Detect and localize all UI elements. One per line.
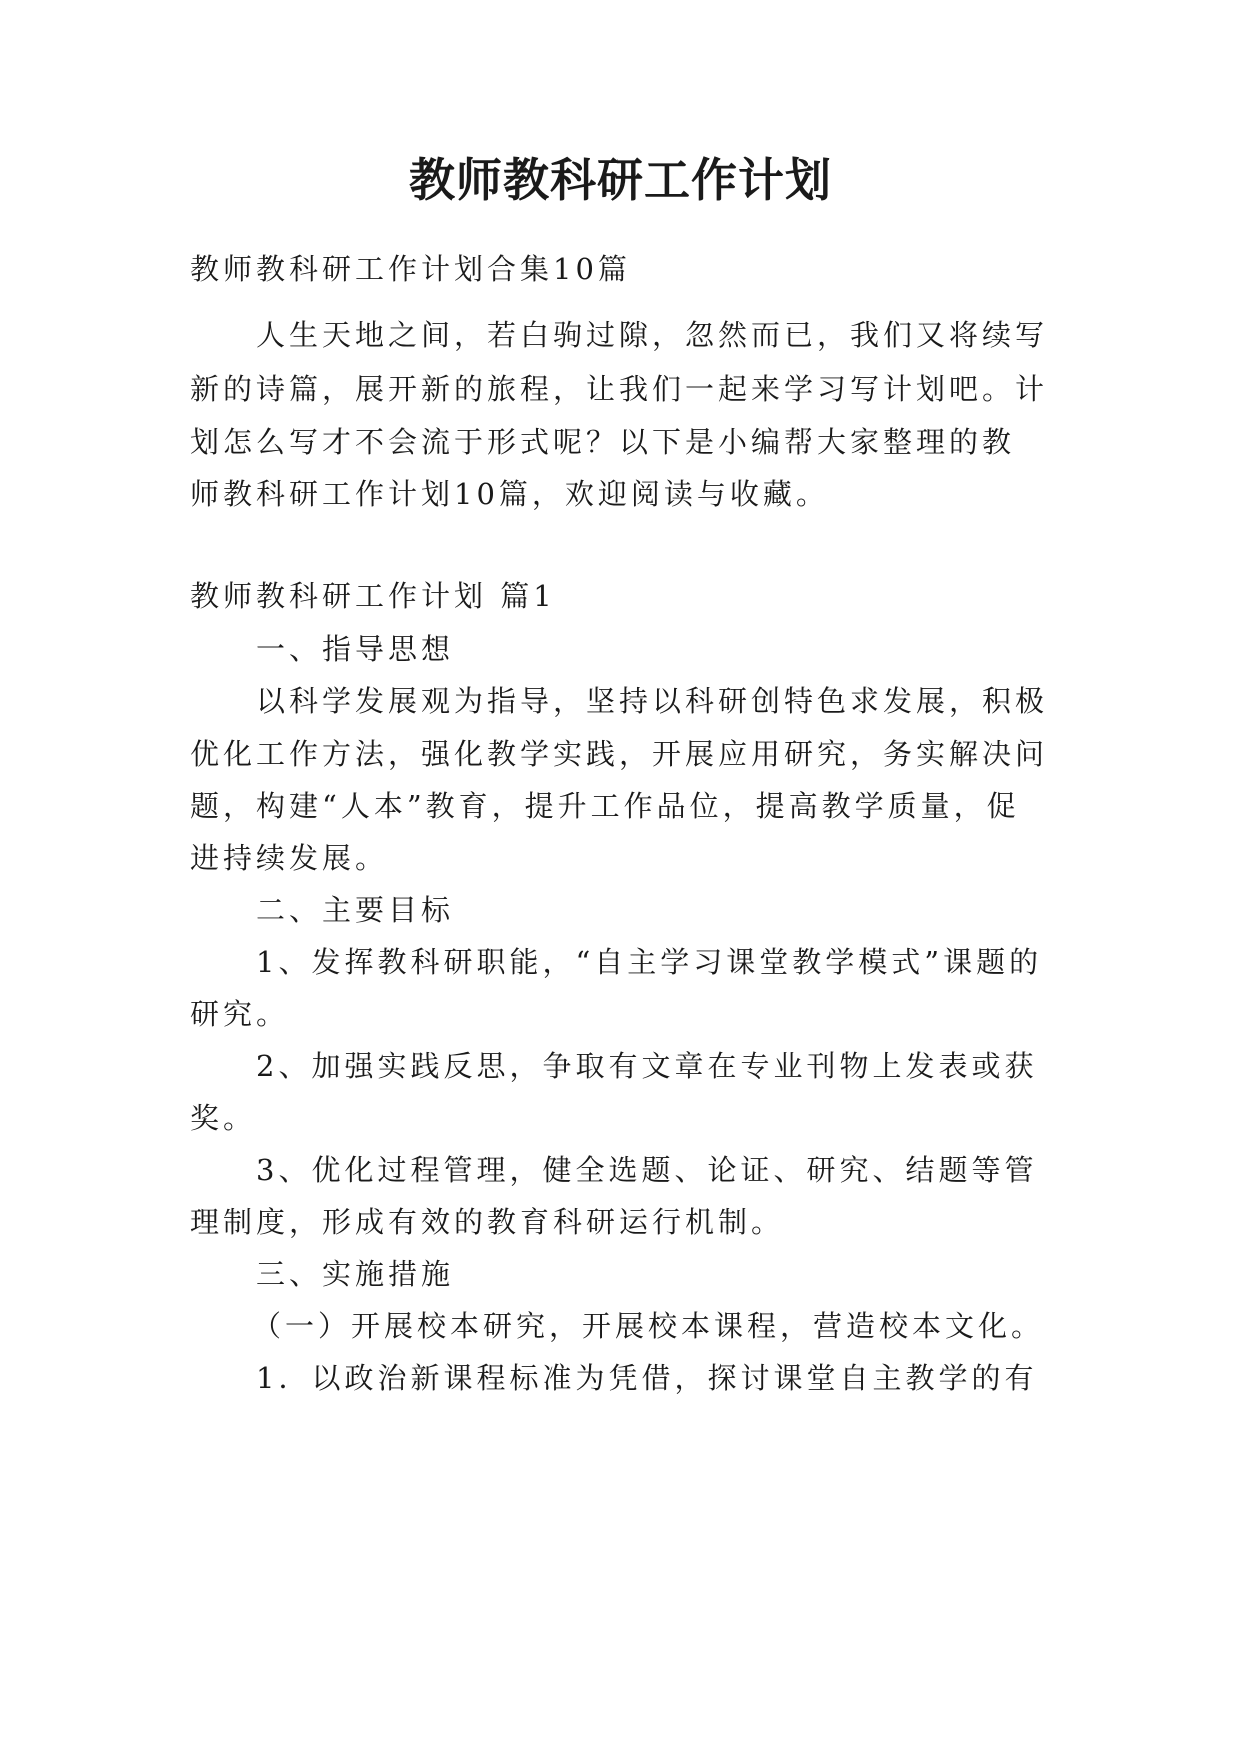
paragraph-line: 优化工作方法，强化教学实践，开展应用研究，务实解决问 <box>190 737 1049 771</box>
goal-line: 奖。 <box>190 1101 257 1135</box>
intro-line: 人生天地之间，若白驹过隙，忽然而已，我们又将续写 <box>256 318 1049 352</box>
heading-guiding-ideology: 一、指导思想 <box>256 632 455 666</box>
intro-line: 师教科研工作计划10篇，欢迎阅读与收藏。 <box>190 477 829 511</box>
goal-line: 1、发挥教科研职能，“自主学习课堂教学模式”课题的 <box>256 945 1043 979</box>
goal-line: 3、优化过程管理，健全选题、论证、研究、结题等管 <box>256 1153 1038 1187</box>
paragraph-line: 进持续发展。 <box>190 841 389 875</box>
heading-main-goals: 二、主要目标 <box>256 893 455 927</box>
goal-line: 研究。 <box>190 997 290 1031</box>
measure-heading: （一）开展校本研究，开展校本课程，营造校本文化。 <box>252 1309 1045 1343</box>
goal-line: 2、加强实践反思，争取有文章在专业刊物上发表或获 <box>256 1049 1038 1083</box>
document-title: 教师教科研工作计划 <box>409 153 832 207</box>
paragraph-line: 题，构建“人本”教育，提升工作品位，提高教学质量，促 <box>190 789 1020 823</box>
collection-subtitle: 教师教科研工作计划合集10篇 <box>190 252 631 286</box>
paragraph-line: 以科学发展观为指导，坚持以科研创特色求发展，积极 <box>256 684 1049 718</box>
intro-line: 划怎么写才不会流于形式呢？以下是小编帮大家整理的教 <box>190 425 1016 459</box>
measure-item: 1．以政治新课程标准为凭借，探讨课堂自主教学的有 <box>256 1361 1038 1395</box>
section-heading: 教师教科研工作计划 篇1 <box>190 579 556 613</box>
goal-line: 理制度，形成有效的教育科研运行机制。 <box>190 1205 785 1239</box>
intro-line: 新的诗篇，展开新的旅程，让我们一起来学习写计划吧。计 <box>190 372 1049 406</box>
heading-measures: 三、实施措施 <box>256 1257 455 1291</box>
